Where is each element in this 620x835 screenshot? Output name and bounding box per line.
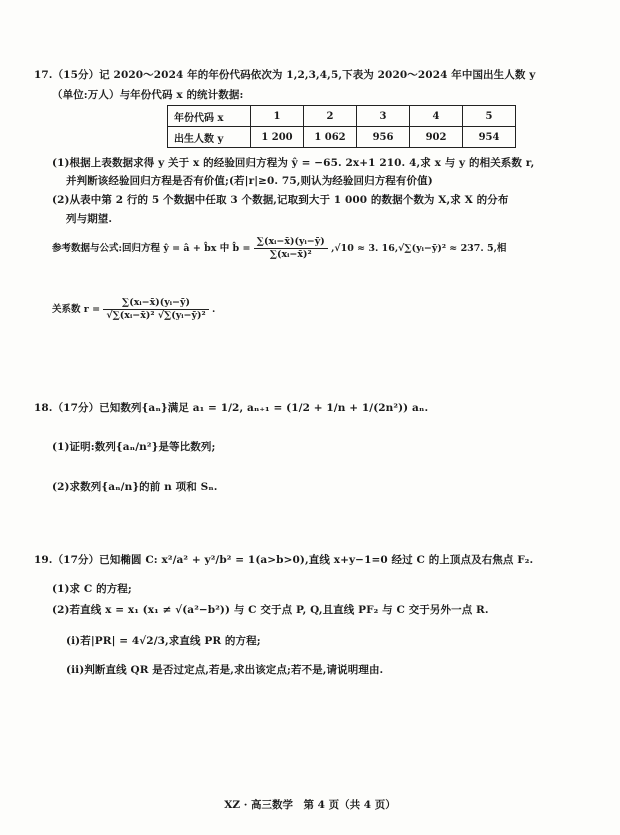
table-row [168, 127, 516, 148]
q17-correlation-formula [52, 297, 215, 322]
q17-data-table [167, 105, 516, 148]
r-denominator: √∑(xᵢ−x̄)² √∑(yᵢ−ȳ)² [106, 310, 206, 321]
q19-part2-ii: (ii)判断直线 QR 是否过定点,若是,求出该定点;若不是,请说明理由. [66, 664, 384, 676]
table-cell: 902 [410, 127, 463, 148]
q17-reference-formula [52, 236, 506, 261]
table-header-y: 出生人数 y [168, 127, 251, 148]
table-header-x: 年份代码 x [168, 106, 251, 127]
table-row [168, 106, 516, 127]
r-numerator: ∑(xᵢ−x̄)(yᵢ−ȳ) [103, 297, 208, 310]
q19-part2: (2)若直线 x = x₁ (x₁ ≠ √(a²−b²)) 与 C 交于点 P, Q,且直线 PF₂ 与 C 交于另外一点 R. [52, 604, 489, 616]
q18-part2: (2)求数列{aₙ/n}的前 n 项和 Sₙ. [52, 481, 218, 493]
q18-part1: (1)证明:数列{aₙ/n²}是等比数列; [52, 441, 216, 453]
b-hat-fraction [254, 236, 328, 261]
q19-line1: 19.（17分）已知椭圆 C: x²/a² + y²/b² = 1(a>b>0),直线 x+y−1=0 经过 C 的上顶点及右焦点 F₂. [34, 554, 534, 566]
table-cell: 1 [251, 106, 304, 127]
page-footer: XZ · 高三数学 第 4 页（共 4 页） [224, 799, 396, 811]
q17-part1-a: (1)根据上表数据求得 y 关于 x 的经验回归方程为 ŷ = −65. 2x+1 210. 4,求 x 与 y 的相关系数 r, [52, 157, 535, 169]
table-cell: 3 [357, 106, 410, 127]
q17-part2-b: 列与期望. [66, 213, 113, 225]
table-cell: 956 [357, 127, 410, 148]
b-hat-denominator: ∑(xᵢ−x̄)² [269, 249, 312, 260]
table-cell: 1 062 [304, 127, 357, 148]
q19-part1: (1)求 C 的方程; [52, 583, 132, 595]
q19-part2-i: (i)若|PR| = 4√2/3,求直线 PR 的方程; [66, 635, 261, 647]
table-cell: 1 200 [251, 127, 304, 148]
q17-line2: （单位:万人）与年份代码 x 的统计数据: [52, 89, 244, 101]
table-cell: 4 [410, 106, 463, 127]
ref-label: 参考数据与公式:回归方程 ŷ = â + b̂x 中 b̂ = [52, 243, 251, 254]
r-fraction [103, 297, 208, 322]
q17-part2-a: (2)从表中第 2 行的 5 个数据中任取 3 个数据,记取到大于 1 000 的数据个数为 X,求 X 的分布 [52, 194, 509, 206]
table-cell: 954 [463, 127, 516, 148]
r-tail: . [211, 304, 216, 315]
q18-line1: 18.（17分）已知数列{aₙ}满足 a₁ = 1/2, aₙ₊₁ = (1/2 + 1/n + 1/(2n²)) aₙ. [34, 402, 429, 414]
table-cell: 2 [304, 106, 357, 127]
table-cell: 5 [463, 106, 516, 127]
q17-line1: 17.（15分）记 2020～2024 年的年份代码依次为 1,2,3,4,5,下表为 2020～2024 年中国出生人数 y [34, 69, 536, 81]
q17-part1-b: 并判断该经验回归方程是否有价值;(若|r|≥0. 75,则认为经验回归方程有价值) [66, 175, 433, 187]
r-label: 关系数 r = [52, 304, 101, 315]
b-hat-numerator: ∑(xᵢ−x̄)(yᵢ−ȳ) [254, 236, 328, 249]
ref-tail: ,√10 ≈ 3. 16,√∑(yᵢ−ȳ)² ≈ 237. 5,相 [331, 243, 507, 254]
